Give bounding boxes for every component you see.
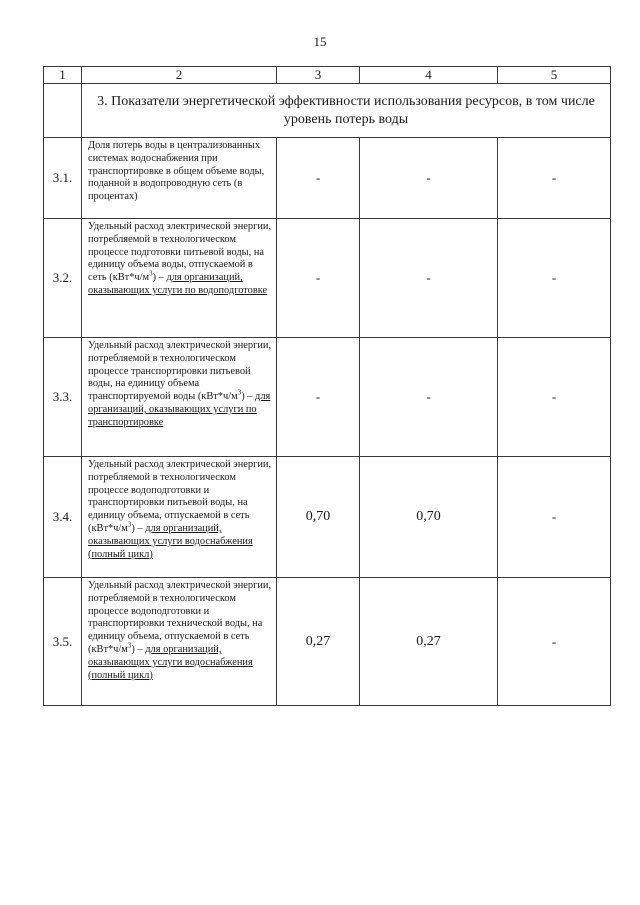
cell-col5: -: [498, 338, 611, 457]
superscript: 3: [149, 269, 153, 278]
row-description: [82, 338, 277, 457]
table-row: [44, 578, 611, 706]
row-number: 3.2.: [44, 219, 82, 338]
header-cell: 1: [44, 67, 82, 84]
cell-col5: -: [498, 578, 611, 706]
cell-col4: -: [360, 338, 498, 457]
row-description: [82, 219, 277, 338]
section-title: 3. Показатели энергетической эффективности использования ресурсов, в том числе уровень потерь воды: [82, 84, 611, 138]
cell-col4: 0,27: [360, 578, 498, 706]
cell-col4: -: [360, 138, 498, 219]
table-row: [44, 457, 611, 578]
row-number: 3.5.: [44, 578, 82, 706]
table-row: [44, 338, 611, 457]
table-row: [44, 138, 611, 219]
cell-col4: 0,70: [360, 457, 498, 578]
description-text: Доля потерь воды в централизованных системах водоснабжения при транспортировке в общем объеме воды, поданной в водопроводную сеть (в процентах): [88, 140, 265, 203]
section-row: [44, 84, 611, 138]
description-dash: ) –: [241, 391, 256, 403]
header-cell: 4: [360, 67, 498, 84]
page-number: 15: [313, 34, 327, 49]
cell-col3: -: [277, 219, 360, 338]
row-number: 3.4.: [44, 457, 82, 578]
description-text: Удельный расход электрической энергии, потребляемой в технологическом процессе транспортировки питьевой воды, на единицу объема транспортируемой воды (кВт*ч/м: [88, 340, 272, 403]
cell-col5: -: [498, 138, 611, 219]
superscript: 3: [237, 388, 242, 397]
header-cell: 2: [82, 67, 277, 84]
cell-col5: -: [498, 219, 611, 338]
row-number: 3.3.: [44, 338, 82, 457]
superscript: 3: [127, 641, 132, 650]
header-cell: 5: [498, 67, 611, 84]
description-underlined: для организаций, оказывающих услуги по транспортировке: [88, 391, 271, 428]
description-text: Удельный расход электрической энергии, потребляемой в технологическом процессе водоподготовки и транспортировки технической воды, на единицу объема, отпускаемой в сеть (кВт*ч/м: [88, 580, 272, 655]
cell-col3: 0,27: [277, 578, 360, 706]
description-dash: ) –: [131, 522, 146, 534]
description-underlined: для организаций, оказывающих услуги водоснабжения (полный цикл): [88, 643, 253, 681]
cell-col3: 0,70: [277, 457, 360, 578]
table-row: [44, 219, 611, 338]
description-text: Удельный расход электрической энергии, потребляемой в технологическом процессе водоподготовки и транспортировки питьевой воды, на единицу объема, отпускаемой в сеть (кВт*ч/м: [88, 459, 272, 534]
cell-col5: -: [498, 457, 611, 578]
cell-col3: -: [277, 138, 360, 219]
row-description: [82, 457, 277, 578]
description-text: Удельный расход электрической энергии, потребляемой в технологическом процессе подготовки питьевой воды, на единицу объема воды, отпускаемой в сеть (кВт*ч/м: [88, 221, 272, 284]
description-underlined: для организаций, оказывающих услуги водоснабжения (полный цикл): [88, 522, 253, 560]
cell-col4: -: [360, 219, 498, 338]
table-header-row: [44, 67, 611, 84]
row-description: [82, 578, 277, 706]
description-dash: ) –: [152, 272, 167, 284]
header-cell: 3: [277, 67, 360, 84]
superscript: 3: [127, 520, 132, 529]
row-description: [82, 138, 277, 219]
indicators-table: [43, 66, 611, 706]
row-number: 3.1.: [44, 138, 82, 219]
cell-col3: -: [277, 338, 360, 457]
section-empty-cell: [44, 84, 82, 138]
description-underlined: для организаций, оказывающих услуги по водоподготовке: [88, 272, 268, 296]
description-dash: ) –: [131, 643, 146, 655]
